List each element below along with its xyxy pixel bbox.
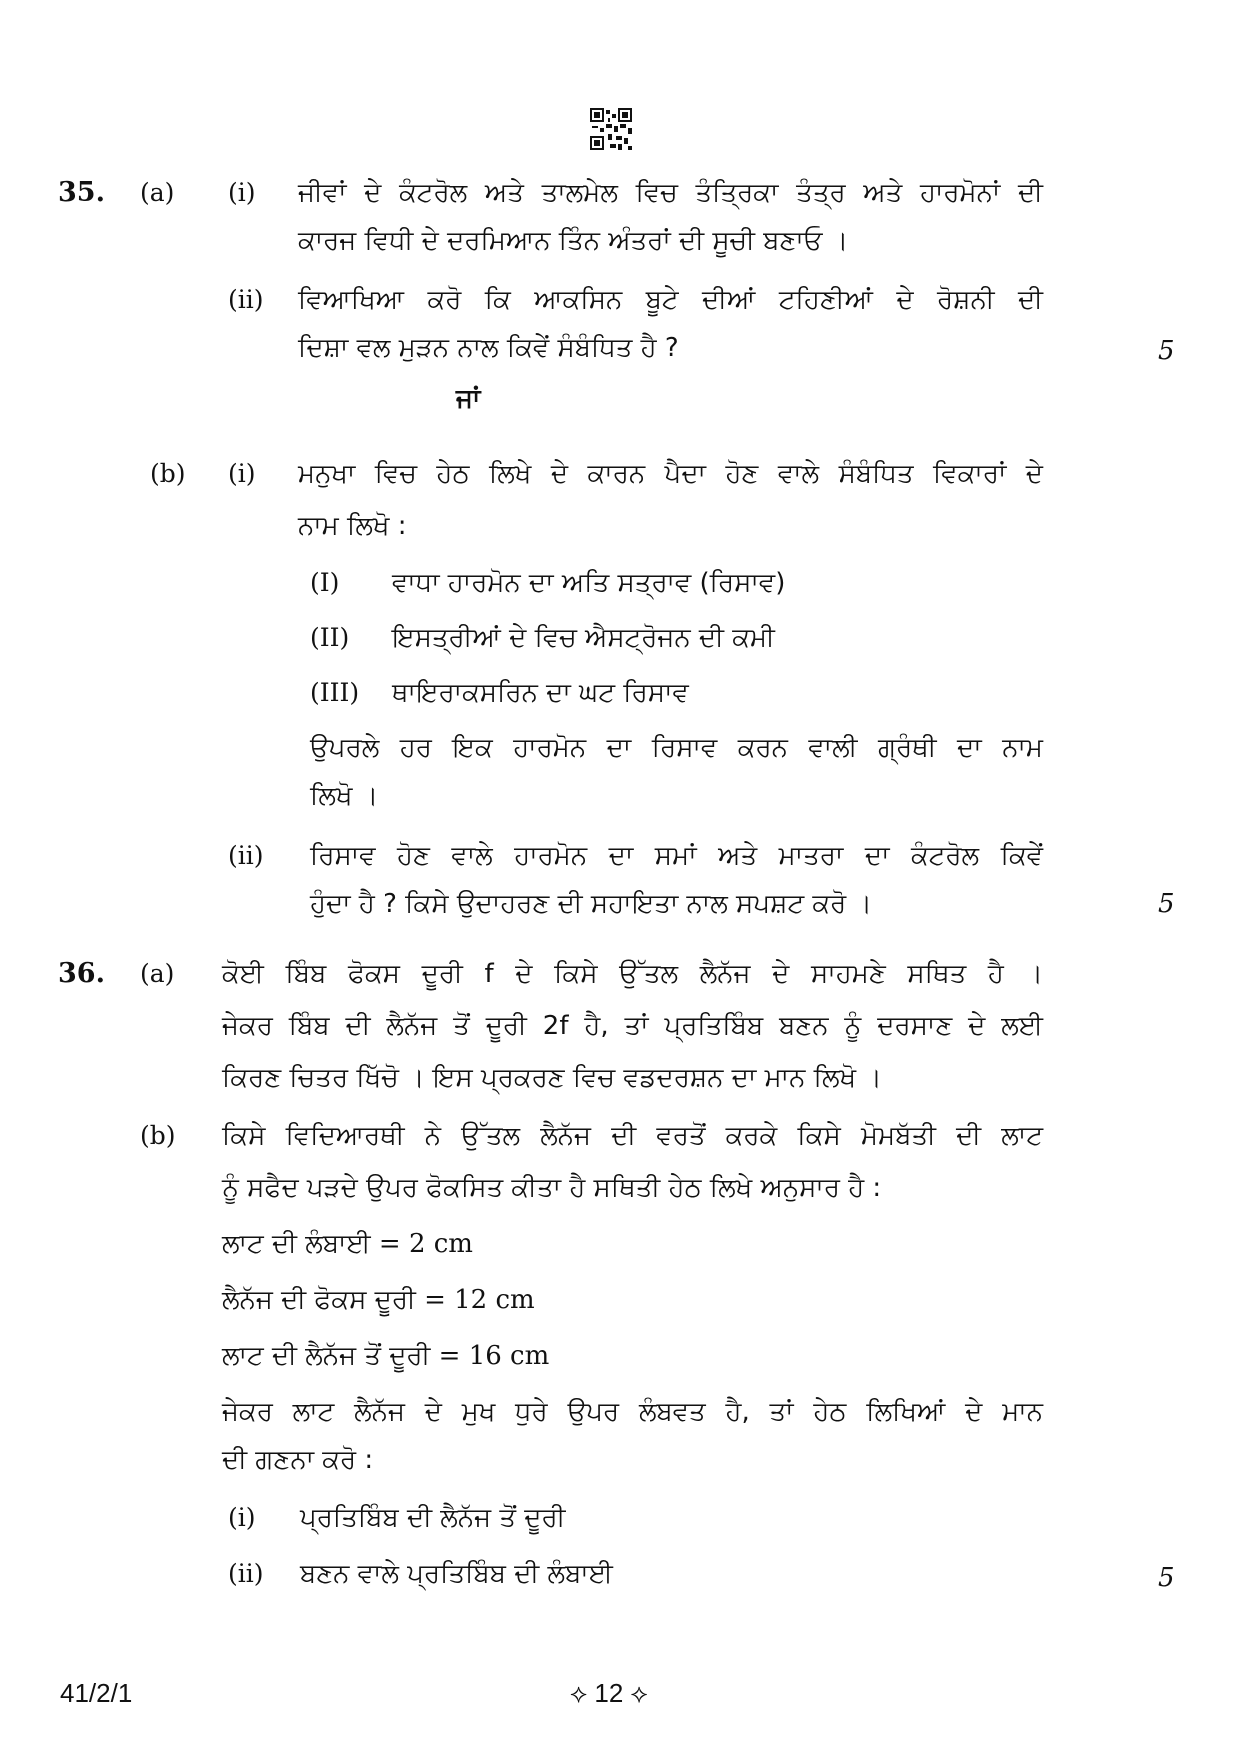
q36-b-data-2-value: = 12 cm (424, 1285, 535, 1315)
q35-b-label: (b) (150, 459, 186, 488)
q36-b-data-3-value: = 16 cm (438, 1341, 550, 1371)
q35-b-i-label: (i) (228, 459, 256, 488)
q36-b-i-text: ਪ੍ਰਤਿਬਿੰਬ ਦੀ ਲੈਨੱਜ ਤੋਂ ਦੂਰੀ (300, 1503, 566, 1533)
q36-b-label: (b) (140, 1121, 176, 1150)
q35-b-i-line1: ਮਨੁਖਾ ਵਿਚ ਹੇਠ ਲਿਖੇ ਦੇ ਕਾਰਨ ਪੈਦਾ ਹੋਣ ਵਾਲੇ ਸੰਬੰਧਿਤ ਵਿਕਾਰਾਂ ਦੇ (298, 459, 1043, 489)
q35-a-i-line1: ਜੀਵਾਂ ਦੇ ਕੰਟਰੋਲ ਅਤੇ ਤਾਲਮੇਲ ਵਿਚ ਤੰਤ੍ਰਿਕਾ ਤੰਤ੍ਰ ਅਤੇ ਹਾਰਮੋਨਾਂ ਦੀ (298, 178, 1043, 208)
q35-b-i-item-1-label: (I) (310, 568, 340, 597)
q36-a-line3: ਕਿਰਣ ਚਿਤਰ ਖਿੱਚੋ । ਇਸ ਪ੍ਰਕਰਣ ਵਿਚ ਵਡਦਰਸ਼ਨ ਦਾ ਮਾਨ ਲਿਖੋ । (222, 1063, 882, 1093)
q36-b-i-label: (i) (228, 1503, 256, 1532)
q36-b-marks: 5 (1158, 1563, 1175, 1593)
q36-b-data-1-value: = 2 cm (378, 1229, 473, 1259)
q35-b-ii-label: (ii) (228, 841, 264, 870)
q35-b-i-follow1: ਉਪਰਲੇ ਹਰ ਇਕ ਹਾਰਮੋਨ ਦਾ ਰਿਸਾਵ ਕਰਨ ਵਾਲੀ ਗ੍ਰੰਥੀ ਦਾ ਨਾਮ (310, 733, 1043, 763)
q36-b-data-row-2 (222, 1282, 535, 1318)
q36-b-line3: ਜੇਕਰ ਲਾਟ ਲੈਨੱਜ ਦੇ ਮੁਖ ਧੁਰੇ ਉਪਰ ਲੰਬਵਤ ਹੈ, ਤਾਂ ਹੇਠ ਲਿਖਿਆਂ ਦੇ ਮਾਨ (222, 1397, 1043, 1427)
question-36-number: 36. (58, 958, 105, 989)
q36-b-data-row-1 (222, 1226, 473, 1262)
page-number: ⟡ 12 ⟡ (570, 1678, 648, 1708)
q35-b-i-item-1-text: ਵਾਧਾ ਹਾਰਮੋਨ ਦਾ ਅਤਿ ਸਤ੍ਰਾਵ (ਰਿਸਾਵ) (392, 568, 786, 598)
q36-b-line1: ਕਿਸੇ ਵਿਦਿਆਰਥੀ ਨੇ ਉੱਤਲ ਲੈਨੱਜ ਦੀ ਵਰਤੋਂ ਕਰਕੇ ਕਿਸੇ ਮੋਮਬੱਤੀ ਦੀ ਲਾਟ (222, 1121, 1043, 1151)
q35-b-i-item-2-text: ਇਸਤ੍ਰੀਆਂ ਦੇ ਵਿਚ ਐਸਟ੍ਰੋਜਨ ਦੀ ਕਮੀ (392, 623, 775, 653)
q36-b-data-3-label: ਲਾਟ ਦੀ ਲੈਨੱਜ ਤੋਂ ਦੂਰੀ (222, 1341, 431, 1371)
q36-b-data-2-label: ਲੈਨੱਜ ਦੀ ਫੋਕਸ ਦੂਰੀ (222, 1285, 416, 1315)
q36-b-data-1-label: ਲਾਟ ਦੀ ਲੰਬਾਈ (222, 1229, 371, 1259)
q35-b-i-follow2: ਲਿਖੋ । (310, 781, 379, 811)
paper-code: 41/2/1 (60, 1678, 133, 1708)
q35-b-i-item-2-label: (II) (310, 623, 350, 652)
q35-b-marks: 5 (1158, 889, 1175, 919)
or-separator: ਜਾਂ (456, 384, 481, 414)
q35-b-i-item-3-label: (III) (310, 678, 360, 707)
q35-b-i-item-3-text: ਥਾਇਰਾਕਸਰਿਨ ਦਾ ਘਟ ਰਿਸਾਵ (392, 678, 689, 708)
q35-a-ii-label: (ii) (228, 285, 264, 314)
q35-a-marks: 5 (1158, 336, 1175, 366)
qr-code-icon (590, 108, 632, 150)
q36-a-line1: ਕੋਈ ਬਿੰਬ ਫੋਕਸ ਦੂਰੀ f ਦੇ ਕਿਸੇ ਉੱਤਲ ਲੈਨੱਜ ਦੇ ਸਾਹਮਣੇ ਸਥਿਤ ਹੈ । (222, 959, 1043, 989)
q36-b-data-row-3 (222, 1338, 549, 1374)
q36-b-line2: ਨੂੰ ਸਫੈਦ ਪੜਦੇ ਉਪਰ ਫੋਕਸਿਤ ਕੀਤਾ ਹੈ ਸਥਿਤੀ ਹੇਠ ਲਿਖੇ ਅਨੁਸਾਰ ਹੈ : (222, 1173, 882, 1203)
q35-a-label: (a) (140, 178, 175, 207)
q36-b-ii-label: (ii) (228, 1559, 264, 1588)
q35-a-i-line2: ਕਾਰਜ ਵਿਧੀ ਦੇ ਦਰਮਿਆਨ ਤਿੰਨ ਅੰਤਰਾਂ ਦੀ ਸੂਚੀ ਬਣਾਓ । (298, 226, 849, 256)
q36-b-ii-text: ਬਣਨ ਵਾਲੇ ਪ੍ਰਤਿਬਿੰਬ ਦੀ ਲੰਬਾਈ (300, 1559, 613, 1589)
q35-b-ii-line2: ਹੁੰਦਾ ਹੈ ? ਕਿਸੇ ਉਦਾਹਰਣ ਦੀ ਸਹਾਇਤਾ ਨਾਲ ਸਪਸ਼ਟ ਕਰੋ । (310, 889, 873, 919)
q35-a-i-label: (i) (228, 178, 256, 207)
q35-b-i-line2: ਨਾਮ ਲਿਖੋ : (298, 511, 407, 541)
q35-a-ii-line1: ਵਿਆਖਿਆ ਕਰੋ ਕਿ ਆਕਸਿਨ ਬੂਟੇ ਦੀਆਂ ਟਹਿਣੀਆਂ ਦੇ ਰੋਸ਼ਨੀ ਦੀ (298, 285, 1043, 315)
q35-a-ii-line2: ਦਿਸ਼ਾ ਵਲ ਮੁੜਨ ਨਾਲ ਕਿਵੇਂ ਸੰਬੰਧਿਤ ਹੈ ? (298, 333, 679, 363)
q36-a-line2: ਜੇਕਰ ਬਿੰਬ ਦੀ ਲੈਨੱਜ ਤੋਂ ਦੂਰੀ 2f ਹੈ, ਤਾਂ ਪ੍ਰਤਿਬਿੰਬ ਬਣਨ ਨੂੰ ਦਰਸਾਣ ਦੇ ਲਈ (222, 1011, 1043, 1041)
q36-a-label: (a) (140, 959, 175, 988)
question-35-number: 35. (58, 177, 105, 208)
q36-b-line4: ਦੀ ਗਣਨਾ ਕਰੋ : (222, 1445, 374, 1475)
q35-b-ii-line1: ਰਿਸਾਵ ਹੋਣ ਵਾਲੇ ਹਾਰਮੋਨ ਦਾ ਸਮਾਂ ਅਤੇ ਮਾਤਰਾ ਦਾ ਕੰਟਰੋਲ ਕਿਵੇਂ (310, 841, 1043, 871)
